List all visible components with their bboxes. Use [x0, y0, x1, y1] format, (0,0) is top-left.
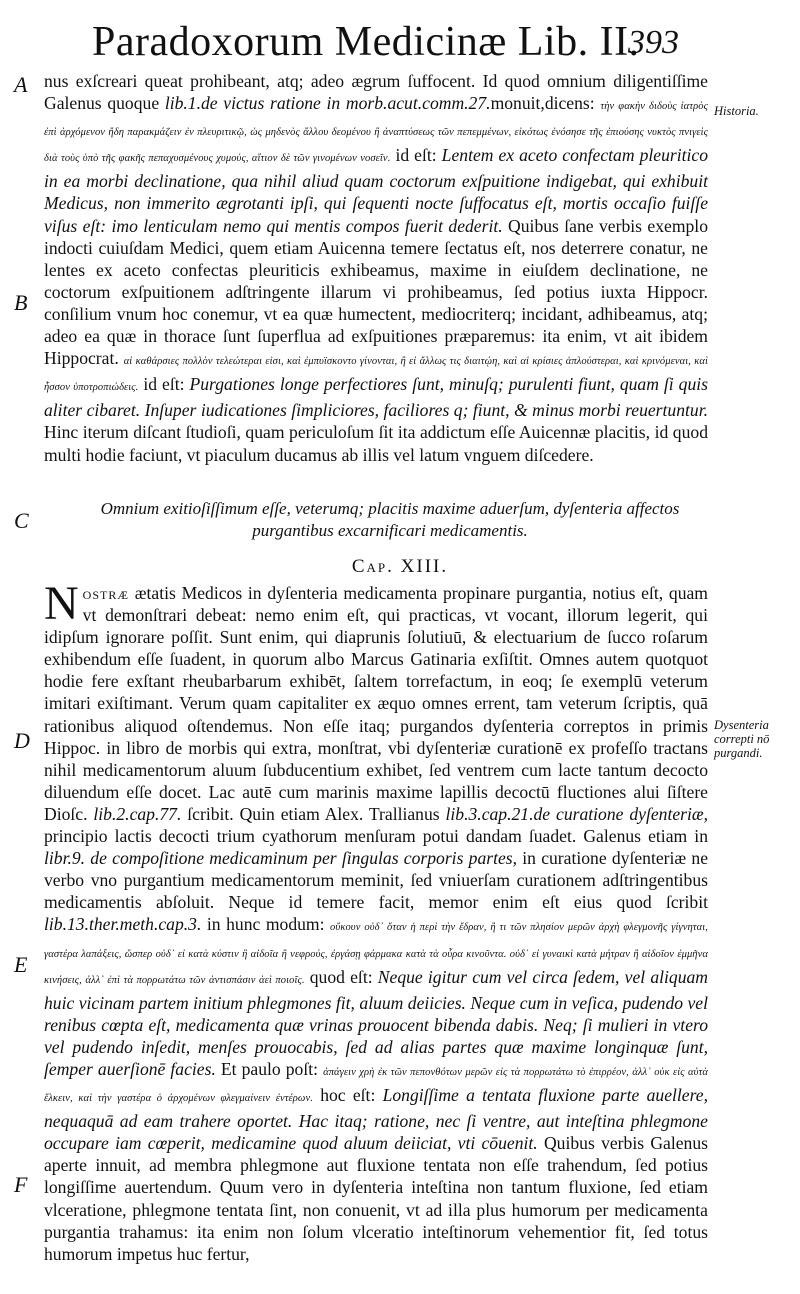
citation: lib.3.cap.21.de curatione dyſenteriæ,: [445, 803, 709, 824]
text-run: hoc eſt:: [312, 1085, 383, 1106]
text-run: principio lactis decocti trium cyathorum menſuram potui dandam ſuadet. Galenus etiam in: [44, 826, 708, 847]
citation: lib.13.ther.meth.cap.3.: [44, 914, 202, 935]
text-run: ætatis Medicos in dyſenteria medicamenta propinare purgantia, notius eſt, quam vt demonſtrari debeat: nemo enim eſt, qui practicas, vt vocant, illorum legerit, qui idipſum ignorare poſſit. Sunt enim, qui diaprunis ſolutiuū, & electuarium de ſucco roſarum exhibendum eſſe ſuadent, in quorum albo Marcus Gatinaria exſiſtit. Omnes autem quotquot hodie fere exſtant rheubarbarum exhibēt, ſaltem torrefactum, in eoq; ſe exemplū veterum imitari exiſtimant. Verum quam capitaliter ex æquo omnes errent, tam veterum ſcriptis, quā rationibus aliquod oſtendemus. Non eſſe itaq; purgandos dyſenteria correptos in primis Hippoc. in libro de morbis qui extra, monſtrat, vbi dyſenteriæ curationē ex profeſſo tractans nihil medicamentorum aluum ſubducentium exhibet, ſed ventrem cum lacte tantum decocto diluendum eſſe docet. Lac autē cum marinis maxime lapillis decoctū fluctiones alui ſiſtere Dioſc.: [44, 583, 708, 824]
chapter-summary-line: Omnium exitioſiſſimum eſſe, veterumq; placitis maxime aduerſum, dyſenteria affectos: [100, 499, 680, 518]
margin-letter-b: B: [14, 290, 28, 315]
latin-translation: Neque igitur cum vel circa ſedem, vel aliquam huic vicinam partem initium phlegmones fit, aluum deiicies. Neque cum in veſica, pudendo vel renibus cœpta eſt, medicamenta quæ vrinas prouocent bibenda dabis. Neq; ſi mulieri in vtero vel pudendo inſedit, menſes prouocabis, ſed ad alias partes quæ maxime longinquæ ſunt, ſemper auerſionē facies.: [44, 966, 708, 1079]
margin-letter-d: D: [14, 728, 30, 753]
text-run: in hunc modum:: [201, 914, 331, 935]
text-run: Hinc iterum diſcant ſtudioſi, quam periculoſum ſit ita addictum eſſe Auicennæ placitis, id quod multi hodie faciunt, vt piaculum ducamus ab illis vel latum vnguem diſcedere.: [44, 422, 708, 465]
page-header: [0, 8, 800, 68]
side-note-historia-text: Historia.: [714, 104, 759, 118]
text-run: Quibus verbis Galenus aperte innuit, ad membra phlegmone aut fluxione tentata non eſſe trahendum, ſed potius longiſſime auertendum. Quum vero in dyſenteria inteſtina non tantum fluxione, ſed etiam vlceratione, phlegmone tentata ſint, non conuenit, vt ad illa plus humorum per medicamenta purgantia trahamus: ita enim non ſolum vlceratio inteſtinorum vehementior fit, ſed totus humorum impetus huc fertur,: [44, 1133, 708, 1264]
text-run: ſcribit. Quin etiam Alex. Trallianus: [181, 803, 446, 824]
greek-quote: τὴν φακὴν διδοὺς ἰατρὸς ἐπὶ ἀρχόμενον ἤδη παρακμάζειν ἐν πλευριτικῷ, ὡς μηδενὸς ἄλλου δεομένου ἢ ἀναπτύσεως τῶν πεπεμμένων, εἰκότως ἐνόσησε τῆς ἐπιούσης νυκτὸς πνιγεὶς διὰ τοὺς ὑπὸ τῆς φακῆς πεπαχυσμένους χυμούς, αἴτιον δὲ τῶν γινομένων νοσεῖν.: [44, 101, 708, 165]
greek-quote: οὔκουν οὐδ᾽ ὅταν ἡ περὶ τὴν ἕδραν, ἢ τι τῶν πλησίον μερῶν ἀρχὴ φλεγμονῆς γίγνηται, γαστέρα λαπάξεις, ὥσπερ οὐδ᾽ εἰ κατὰ κύστιν ἢ αἰδοῖα ἢ νεφρούς, ἐργάσῃ φάρμακα κατὰ τὰ οὖρα κινοῦντα. οὐδ᾽ εἰ γυναικὶ κατὰ μήτραν ἢ αἰδοῖον ἐμμῆνα κινήσεις, ἀλλ᾽ ἐπὶ τὰ πορρωτάτω τῶν ἀντισπάσιν ἀεὶ ποιοῖς.: [44, 922, 708, 986]
small-caps-opening: ostræ: [82, 583, 130, 603]
text-block-section-2: [44, 577, 709, 1265]
citation: libr.9. de compoſitione medicaminum per ſingulas corporis partes,: [44, 848, 518, 869]
chapter-number: Cap. XIII.: [351, 556, 449, 577]
page-number: 393: [628, 24, 679, 61]
drop-cap: N: [44, 577, 79, 630]
margin-letter-f: F: [14, 1172, 28, 1197]
text-run: id eſt:: [138, 374, 190, 395]
margin-letter-a: A: [14, 72, 28, 97]
side-note-dysenteria-line: purgandi.: [714, 746, 763, 760]
text-run: in curatione dyſenteriæ ne verbo vno purgantium medicamentorum meminit, ſed vniuerſam curationem adſtringentibus medicamentis abſoluit. Neque id temere facit, memor enim eſt eius quod ſcribit: [44, 848, 708, 913]
citation: lib.1.de victus ratione in morb.acut.comm.27.: [164, 93, 491, 114]
running-head: Paradoxorum Medicinæ Lib. II.: [92, 19, 640, 65]
text-block-section-1: [44, 70, 708, 466]
text-run: Et paulo poſt:: [215, 1058, 324, 1079]
latin-translation: Purgationes longe perfectiores ſunt, minuſq; purulenti fiunt, quam ſi quis aliter cibaret. Inſuper iudicationes ſimpliciores, faciliores q; fiunt, & minus morbi reuertuntur.: [44, 374, 709, 421]
paragraph-dysenteria: [44, 577, 709, 1265]
latin-translation: Longiſſime a tentata fluxione parte auellere, nequaquā ad eam trahere oportet. Hac itaq; ratione, nec ſi ventre, aut inteſtina phlegmone occupare iam cœperit, medicamine quod aluum deiiciat, vti cōuenit.: [44, 1085, 708, 1154]
paragraph-galenus: [44, 70, 708, 466]
text-run: quod eſt:: [304, 966, 378, 987]
citation: lib.2.cap.77.: [93, 803, 182, 824]
chapter-summary: [90, 498, 690, 542]
chapter-summary-line: purgantibus excarnificari medicamentis.: [252, 521, 528, 540]
latin-translation: Lentem ex aceto confectam pleuritico in ea morbi declinatione, qua nihil aliud quam coctorum exſpuitione indigebat, qui exhibuit Medicus, non immerito ægrotanti ipſi, qui ſequenti nocte ſuffocatus eſt, mortis occaſio fuiſſe viſus eſt: imo lenticulam nemo qui mentis compos fuerit dederit.: [44, 145, 708, 236]
greek-quote: ἀπάγειν χρὴ ἐκ τῶν πεπονθότων μερῶν εἰς τὰ πορρωτάτω τὸ ἐπιρρέον, ἀλλ᾽ οὐκ εἰς αὐτὰ ἕλκειν, καὶ τὴν γαστέρα ὁ ἀρχομένων φλεγμαίνειν ἐντέρων.: [44, 1066, 708, 1105]
margin-letter-c: C: [14, 508, 29, 533]
text-run: nus exſcreari queat prohibeant, atq; adeo ægrum ſuffocent. Id quod omnium diligentiſſime Galenus quoque: [44, 71, 708, 114]
greek-quote: αἱ καθάρσιες πολλὸν τελεώτεραι εἰσι, καὶ ἐμπυϊσκοντο γίνονται, ἢ εἰ ἄλλως τις διαιτῴη, καὶ αἱ κρίσιες ἁπλούστεραι, καὶ κρινόμεναι, καὶ ἧσσον ὑποτροπιώδεις.: [44, 356, 708, 394]
side-note-historia: [714, 104, 794, 118]
text-run: id eſt:: [390, 145, 442, 166]
margin-letter-e: E: [14, 952, 28, 977]
text-run: monuit,dicens:: [490, 93, 601, 114]
side-note-dysenteria-line: correpti nō: [714, 732, 770, 746]
side-note-dysenteria: [714, 718, 794, 760]
side-note-dysenteria-line: Dysenteria: [714, 718, 769, 732]
text-run: Quibus ſane verbis exemplo indocti cuiuſdam Medici, quem etiam Auicenna temere ſectatus eſt, nos deterrere conatur, ne lentes ex aceto confectas pleuriticis exhibeamus, maxime in eiuſdem declinatione, ne coctorum exſpuitionem adſtringente illarum vi prohibeamus, ſed potius iuxta Hippocr. conſilium vnum hoc conemur, vt ea quæ humectent, mediocriterq; incidant, adhibeamus, atq; adeo ea quæ in thorace ſunt ſuperflua ad exſpuitiones præparemus: ita enim, vt ait ibidem Hippocrat.: [44, 215, 708, 369]
